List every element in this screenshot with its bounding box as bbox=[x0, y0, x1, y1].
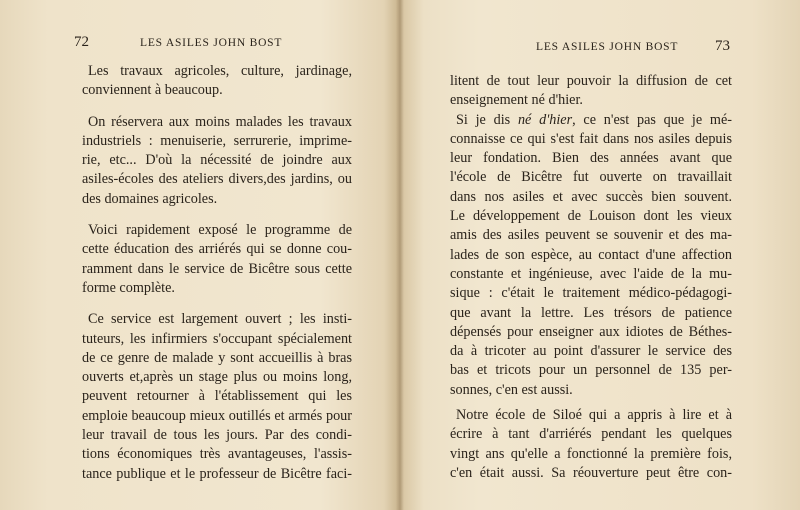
running-head: LES ASILES JOHN BOST bbox=[140, 37, 283, 49]
paragraph bbox=[450, 111, 732, 400]
text-line: rie, etc... D'où la nécessité de joindre aux bbox=[82, 152, 352, 169]
text-line: tions économiques très avantageuses, l'assis- bbox=[82, 446, 352, 463]
text-line: asiles-écoles des ateliers divers,des jardins, ou bbox=[82, 171, 352, 188]
text-line: Ce service est largement ouvert ; les insti- bbox=[88, 311, 352, 328]
text-line: de ce genre de malade y sont accueillis à bras bbox=[82, 349, 352, 366]
text-line: dans nos asiles et avec succès bien souvent. bbox=[450, 188, 732, 205]
text-line: leur travail de tous les jours. Par des condi- bbox=[82, 427, 352, 444]
text-line: sonnes, c'en est aussi. bbox=[450, 381, 573, 398]
text-line: cette éducation des arriérés qui se donne cou- bbox=[82, 241, 352, 258]
paragraph bbox=[82, 221, 352, 298]
text-line: conviennent à beaucoup. bbox=[82, 82, 223, 99]
text-line bbox=[450, 111, 732, 130]
text-line: forme complète. bbox=[82, 279, 175, 296]
text-span: , ce n'est pas que je mé- bbox=[572, 111, 732, 128]
paragraph bbox=[82, 310, 352, 484]
right-page-text bbox=[450, 72, 732, 483]
text-span: Si je dis bbox=[456, 111, 518, 128]
page-number: 72 bbox=[74, 34, 89, 50]
left-page-text bbox=[82, 62, 352, 484]
text-line: ouverts et,après un stage plus ou moins long, bbox=[82, 369, 352, 386]
text-line: peuvent retourner à l'établissement qui les bbox=[82, 388, 352, 405]
text-line: litent de tout leur pouvoir la diffusion de cet bbox=[450, 73, 732, 89]
paragraph bbox=[450, 72, 732, 111]
text-line: da à tricoter au point d'assurer le service des bbox=[450, 343, 732, 360]
text-line: industriels : menuiserie, serrurerie, imprime- bbox=[82, 132, 352, 149]
text-line: Voici rapidement exposé le programme de bbox=[88, 222, 352, 239]
text-line: Les travaux agricoles, culture, jardinage, bbox=[88, 63, 352, 79]
text-line: Le développement de Louison dont les vieux bbox=[450, 208, 732, 225]
paragraph bbox=[82, 113, 352, 209]
text-line: lades de son espèce, au contact d'une affection bbox=[450, 246, 732, 263]
text-line: dépensés pour enseigner aux idiotes de Béthes- bbox=[450, 323, 732, 340]
text-line: l'école de Bicêtre fut ouverte on travaillait bbox=[450, 169, 732, 186]
text-line: tance publique et le professeur de Bicêtre faci- bbox=[82, 465, 352, 482]
left-page bbox=[0, 0, 398, 510]
text-line: On réservera aux moins malades les travaux bbox=[88, 113, 352, 130]
text-line: sique : c'était le traitement médico-pédagogi- bbox=[450, 285, 732, 302]
text-line: bas et tricots pour un personnel de 135 per- bbox=[450, 362, 732, 379]
emphasis-text: né d'hier bbox=[517, 111, 573, 128]
text-line: emploie beaucoup mieux outillés et armés pour bbox=[82, 407, 352, 424]
text-line: enseignement né d'hier. bbox=[450, 92, 583, 109]
text-line: amis des asiles peuvent se souvenir et des ma- bbox=[450, 227, 732, 244]
text-line: leur fondation. Bien des années avant que bbox=[450, 150, 732, 167]
paragraph bbox=[450, 406, 732, 483]
paragraph bbox=[82, 62, 352, 101]
text-line: des domaines agricoles. bbox=[82, 190, 218, 207]
text-line: constante et ingénieuse, avec l'aide de la mu- bbox=[450, 265, 732, 282]
text-line: écrire à tant d'arriérés pendant les quelques bbox=[450, 426, 732, 443]
running-head: LES ASILES JOHN BOST bbox=[536, 41, 679, 53]
text-line: Notre école de Siloé qui a appris à lire et à bbox=[456, 407, 732, 424]
text-line: vingt ans qu'elle a fonctionné la première fois, bbox=[450, 445, 732, 462]
text-line: connaisse ce qui s'est fait dans nos asiles depuis bbox=[450, 130, 732, 147]
text-line: ramment dans le service de Bicêtre sous cette bbox=[82, 260, 352, 277]
text-line: que avant la lettre. Les trésors de patience bbox=[450, 304, 732, 321]
text-line: c'en était aussi. Sa réouverture peut être con- bbox=[450, 464, 732, 481]
text-line: tuteurs, les infirmiers s'occupant spécialement bbox=[82, 330, 352, 347]
right-page bbox=[402, 0, 800, 510]
page-number: 73 bbox=[715, 38, 730, 54]
